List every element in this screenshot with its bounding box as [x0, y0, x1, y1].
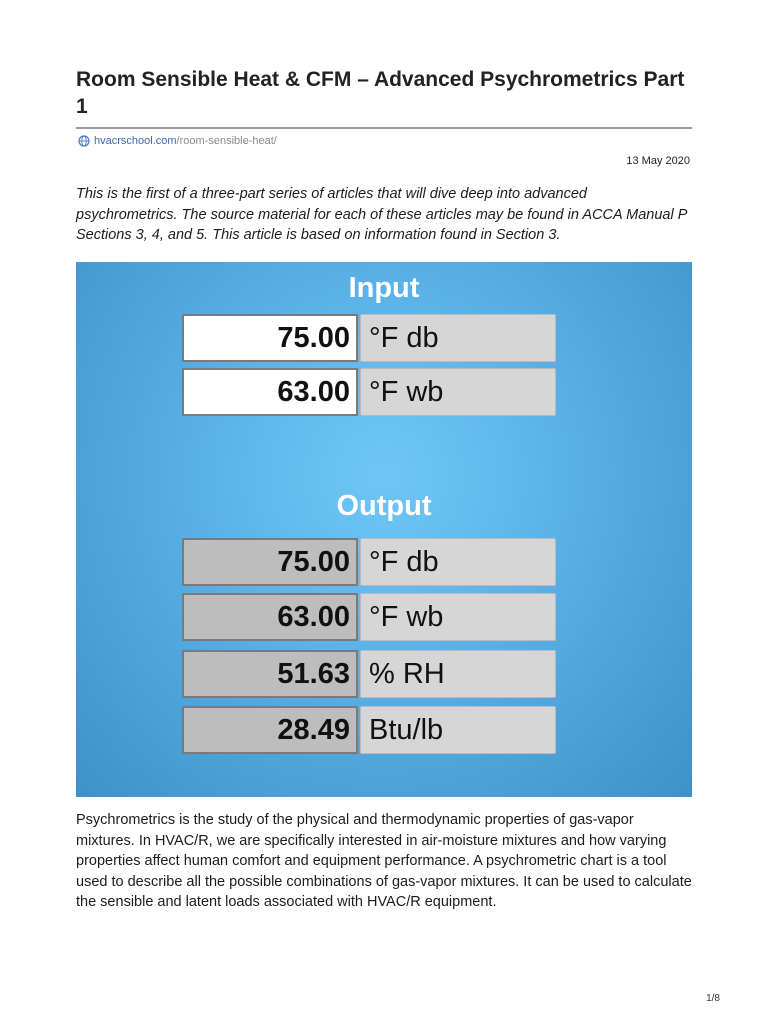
- publish-date: 13 May 2020: [626, 155, 690, 167]
- intro-paragraph: This is the first of a three-part series of articles that will dive deep into advanced psychrometrics. The source material for each of these articles may be found in ACCA Manual P Sections 3, 4, and 5. This article is based on information found in Section 3.: [76, 186, 687, 243]
- output-heading: Output: [336, 490, 432, 522]
- unit-label: °F wb: [360, 368, 556, 416]
- unit-label: °F db: [360, 538, 556, 586]
- input-value-box[interactable]: 63.00: [182, 368, 358, 416]
- unit-label: Btu/lb: [360, 706, 556, 754]
- source-domain[interactable]: hvacrschool.com: [94, 135, 177, 147]
- unit-label: °F wb: [360, 593, 556, 641]
- output-row-enthalpy: [182, 706, 556, 754]
- body-paragraph: Psychrometrics is the study of the physical and thermodynamic properties of gas-vapor mixtures. In HVAC/R, we are specifically interested in air-moisture mixtures and how varying properties affect human comfort and equipment performance. A psychrometric chart is a tool used to describe all the possible combinations of gas-vapor mixtures. It can be used to calculate the sensible and latent loads associated with HVAC/R equipment.: [76, 812, 692, 910]
- output-value-box: 51.63: [182, 650, 358, 698]
- unit-label: °F db: [360, 314, 556, 362]
- input-row-wet-bulb: [182, 368, 556, 416]
- input-value-box[interactable]: 75.00: [182, 314, 358, 362]
- output-value-box: 75.00: [182, 538, 358, 586]
- input-heading: Input: [348, 272, 420, 304]
- source-link[interactable]: [78, 133, 277, 149]
- output-value-box: 28.49: [182, 706, 358, 754]
- output-row-dry-bulb: [182, 538, 556, 586]
- title-divider: [76, 127, 692, 129]
- psychrometric-calculator-image: [76, 262, 692, 797]
- output-value-box: 63.00: [182, 593, 358, 641]
- unit-label: % RH: [360, 650, 556, 698]
- output-row-wet-bulb: [182, 593, 556, 641]
- globe-icon: [78, 135, 90, 147]
- source-path[interactable]: /room-sensible-heat/: [176, 135, 277, 147]
- output-row-relative-humidity: [182, 650, 556, 698]
- article-title: Room Sensible Heat & CFM – Advanced Psychrometrics Part 1: [76, 68, 685, 118]
- page-number: 1/8: [706, 993, 720, 1004]
- input-row-dry-bulb: [182, 314, 556, 362]
